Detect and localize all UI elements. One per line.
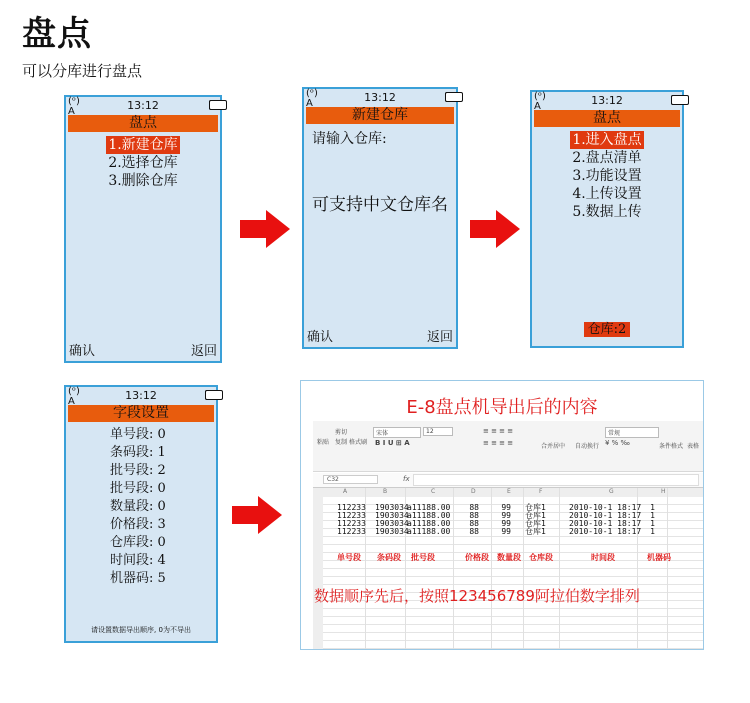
status-time: 13:12 (125, 389, 157, 402)
menu-item-function-settings[interactable]: 3.功能设置 (572, 168, 642, 184)
signal-icon: (ᵒ) A (68, 96, 80, 117)
column-header[interactable]: A (343, 488, 348, 495)
excel-title: E-8盘点机导出后的内容 (406, 397, 598, 418)
battery-icon (205, 390, 214, 400)
table-cell[interactable]: 88 (469, 503, 479, 512)
menu-item-enter-inventory[interactable]: 1.进入盘点 (572, 132, 642, 148)
table-cell[interactable]: 仓库1 (525, 527, 546, 536)
status-bar (66, 97, 220, 115)
table-cell[interactable]: 2010-10-1 18:17 (569, 527, 642, 536)
table-cell[interactable]: 2010-10-1 18:17 (569, 511, 642, 520)
screen-header: 字段设置 (68, 405, 214, 422)
battery-icon (671, 95, 680, 105)
field-barcode[interactable]: 条码段: 1 (110, 445, 166, 460)
back-softkey[interactable]: 返回 (190, 344, 217, 359)
menu-item-data-upload[interactable]: 5.数据上传 (572, 204, 642, 220)
table-cell[interactable]: 112233 (337, 527, 366, 536)
table-cell[interactable]: 1903034 (375, 527, 409, 536)
menu-item-inventory-list[interactable]: 2.盘点清单 (572, 150, 642, 166)
status-bar (66, 387, 216, 405)
screen-header: 新建仓库 (306, 107, 454, 124)
table-cell[interactable]: 1903034 (375, 503, 409, 512)
label-warehouse: 仓库段 (529, 553, 553, 562)
font-size-select[interactable]: 12 (423, 427, 453, 436)
excel-order-note: 数据顺序先后，按照123456789阿拉伯数字排列 (314, 587, 640, 605)
back-softkey[interactable]: 返回 (426, 330, 453, 345)
label-batch: 批号段 (411, 553, 435, 562)
paste-button[interactable]: 粘贴 (317, 439, 330, 446)
screen-header: 盘点 (68, 115, 218, 132)
current-warehouse-badge: 仓库:2 (584, 322, 631, 337)
column-header[interactable]: H (661, 488, 666, 495)
table-cell[interactable]: 88 (469, 519, 479, 528)
formula-input[interactable] (413, 474, 699, 486)
format-toolbar-icons[interactable]: B I U ⊞ A (375, 439, 410, 447)
table-cell[interactable]: 仓库1 (525, 503, 546, 512)
menu-item-select-warehouse[interactable]: 2.选择仓库 (108, 155, 178, 171)
screen-new-warehouse (302, 87, 458, 349)
column-header[interactable]: F (539, 488, 543, 495)
table-cell[interactable]: 1 (650, 503, 655, 512)
table-cell[interactable]: a11188.00 (407, 527, 451, 536)
field-settings-note: 请设置数据导出顺序, 0为不导出 (91, 626, 191, 634)
menu-item-upload-settings[interactable]: 4.上传设置 (572, 186, 642, 202)
column-header[interactable]: D (471, 488, 476, 495)
table-cell[interactable]: 112233 (337, 511, 366, 520)
warehouse-prompt: 请输入仓库: (312, 131, 387, 147)
status-time: 13:12 (364, 91, 396, 104)
table-cell[interactable]: a11188.00 (407, 519, 451, 528)
menu-list (532, 127, 682, 221)
screen-field-settings (64, 385, 218, 643)
status-bar (532, 92, 682, 110)
column-header[interactable]: B (383, 488, 388, 495)
screen-warehouse-menu (530, 90, 684, 348)
spreadsheet-ribbon (313, 421, 703, 472)
table-cell[interactable]: 仓库1 (525, 511, 546, 520)
column-header[interactable]: E (507, 488, 511, 495)
column-header[interactable]: G (609, 488, 614, 495)
number-format-icons[interactable]: ¥ % ‰ (605, 439, 630, 447)
font-select[interactable]: 宋体 (373, 427, 421, 438)
arrow-right-icon (470, 210, 520, 248)
table-cell[interactable]: 2010-10-1 18:17 (569, 519, 642, 528)
field-batch-1[interactable]: 批号段: 2 (110, 463, 166, 478)
label-time: 时间段 (591, 553, 615, 562)
field-machine-code[interactable]: 机器码: 5 (110, 571, 166, 586)
table-cell[interactable]: 112233 (337, 519, 366, 528)
status-bar (304, 89, 456, 107)
field-order-number[interactable]: 单号段: 0 (110, 427, 166, 442)
menu-item-new-warehouse[interactable]: 1.新建仓库 (108, 137, 178, 153)
field-price[interactable]: 价格段: 3 (110, 517, 166, 532)
arrow-right-icon (240, 210, 290, 248)
formula-bar (313, 473, 703, 488)
table-cell[interactable]: 99 (501, 503, 511, 512)
field-time[interactable]: 时间段: 4 (110, 553, 166, 568)
confirm-softkey[interactable]: 确认 (307, 330, 334, 345)
battery-icon (209, 100, 218, 110)
table-cell[interactable]: 99 (501, 527, 511, 536)
label-quantity: 数量段 (497, 553, 521, 562)
fx-icon: fx (403, 475, 410, 483)
status-time: 13:12 (591, 94, 623, 107)
align-icons[interactable]: ≡ ≡ ≡ ≡ (483, 427, 514, 435)
label-machine-code: 机器码 (647, 553, 671, 562)
table-cell[interactable]: 1903034 (375, 519, 409, 528)
menu-item-delete-warehouse[interactable]: 3.删除仓库 (108, 173, 178, 189)
status-time: 13:12 (127, 99, 159, 112)
table-cell[interactable]: 2010-10-1 18:17 (569, 503, 642, 512)
table-cell[interactable]: 88 (469, 511, 479, 520)
signal-icon: (ᵒ) A (534, 91, 546, 112)
table-cell[interactable]: 1 (650, 519, 655, 528)
table-cell[interactable]: 仓库1 (525, 519, 546, 528)
menu-list (66, 132, 220, 190)
wrap-text-button[interactable]: 自动换行 (575, 443, 600, 450)
warehouse-name-input[interactable]: 可支持中文仓库名 (312, 195, 448, 215)
page-title: 盘点 (22, 14, 92, 54)
table-cell[interactable]: 99 (501, 511, 511, 520)
table-style-button[interactable]: 表格 (687, 443, 700, 450)
merge-center-button[interactable]: 合并居中 (541, 443, 566, 450)
signal-icon: (ᵒ) A (306, 88, 318, 109)
signal-icon: (ᵒ) A (68, 386, 80, 407)
table-cell[interactable]: 1903034 (375, 511, 409, 520)
screen-inventory-menu (64, 95, 222, 363)
align-icons-2[interactable]: ≡ ≡ ≡ ≡ (483, 439, 514, 447)
number-format-select[interactable]: 常规 (605, 427, 659, 438)
confirm-softkey[interactable]: 确认 (69, 344, 96, 359)
format-painter-button[interactable]: 格式刷 (349, 439, 368, 446)
table-cell[interactable]: a11188.00 (407, 511, 451, 520)
arrow-right-icon (232, 496, 282, 534)
table-cell[interactable]: 112233 (337, 503, 366, 512)
battery-icon (445, 92, 454, 102)
field-quantity[interactable]: 数量段: 0 (110, 499, 166, 514)
column-header[interactable]: C (431, 488, 436, 495)
table-cell[interactable]: 99 (501, 519, 511, 528)
label-price: 价格段 (465, 553, 489, 562)
table-cell[interactable]: a11188.00 (407, 503, 451, 512)
field-batch-2[interactable]: 批号段: 0 (110, 481, 166, 496)
conditional-format-button[interactable]: 条件格式 (659, 443, 684, 450)
label-order: 单号段 (337, 553, 361, 562)
copy-button[interactable]: 复制 (335, 439, 348, 446)
cut-button[interactable]: 剪切 (335, 429, 348, 436)
table-cell[interactable]: 1 (650, 527, 655, 536)
label-barcode: 条码段 (377, 553, 401, 562)
excel-export-panel (300, 380, 704, 650)
table-cell[interactable]: 1 (650, 511, 655, 520)
field-list (66, 422, 216, 588)
table-cell[interactable]: 88 (469, 527, 479, 536)
field-warehouse[interactable]: 仓库段: 0 (110, 535, 166, 550)
name-box[interactable]: C32 (323, 475, 378, 484)
screen-header: 盘点 (534, 110, 680, 127)
page-subtitle: 可以分库进行盘点 (22, 62, 143, 80)
